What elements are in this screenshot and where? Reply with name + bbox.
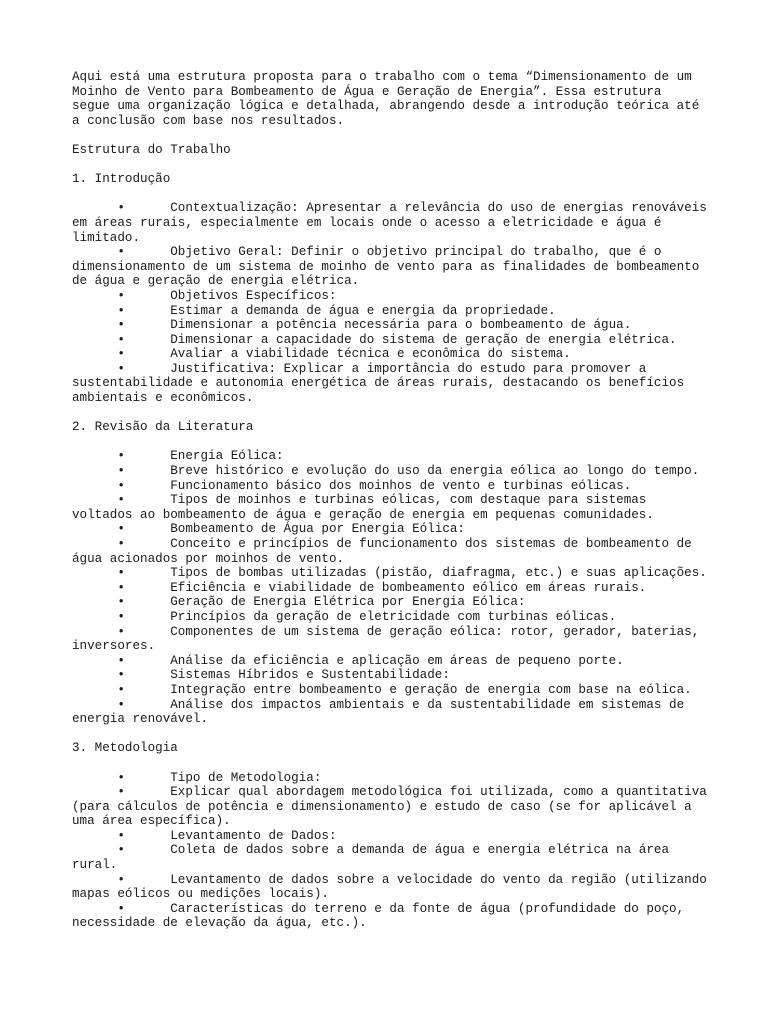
intro-line: segue uma organização lógica e detalhada, abrangendo desde a introdução teórica até <box>72 99 700 114</box>
section-line: • Eficiência e viabilidade de bombeamento eólico em áreas rurais. <box>72 580 647 595</box>
section-line: • Justificativa: Explicar a importância do estudo para promover a <box>72 361 647 376</box>
section-line: • Princípios da geração de eletricidade com turbinas eólicas. <box>72 609 617 624</box>
section-line: • Levantamento de Dados: <box>72 828 337 843</box>
section-line: • Tipo de Metodologia: <box>72 770 322 785</box>
section-line: sustentabilidade e autonomia energética de áreas rurais, destacando os benefícios <box>72 376 685 391</box>
section-line: • Avaliar a viabilidade técnica e econômica do sistema. <box>72 347 571 362</box>
section-line: • Geração de Energia Elétrica por Energia Eólica: <box>72 595 526 610</box>
intro-line: Moinho de Vento para Bombeamento de Água e Geração de Energia”. Essa estrutura <box>72 84 662 99</box>
section-line: • Objetivo Geral: Definir o objetivo principal do trabalho, que é o <box>72 245 662 260</box>
structure-title: Estrutura do Trabalho <box>72 142 231 157</box>
section-line: • Conceito e princípios de funcionamento dos sistemas de bombeamento de <box>72 537 692 551</box>
section-line: (para cálculos de potência e dimensionamento) e estudo de caso (se for aplicável a <box>72 799 692 814</box>
section-line: • Características do terreno e da fonte de água (profundidade do poço, <box>72 901 685 916</box>
section-line: • Energia Eólica: <box>72 449 284 464</box>
intro-line: a conclusão com base nos resultados. <box>72 113 345 128</box>
section-line: • Explicar qual abordagem metodológica foi utilizada, como a quantitativa <box>72 785 707 800</box>
section-line: • Contextualização: Apresentar a relevância do uso de energias renováveis <box>72 201 707 216</box>
section-line: • Breve histórico e evolução do uso da energia eólica ao longo do tempo. <box>72 464 700 479</box>
sections-container <box>72 172 708 945</box>
section-line: rural. <box>72 858 118 873</box>
section-line: mapas eólicos ou medições locais). <box>72 887 329 902</box>
section-line: ambientais e econômicos. <box>72 391 254 406</box>
section-line: uma área específica). <box>72 814 231 829</box>
section-line: limitado. <box>72 230 141 245</box>
section-line: • Sistemas Híbridos e Sustentabilidade: <box>72 668 450 683</box>
section-line: • Coleta de dados sobre a demanda de água e energia elétrica na área <box>72 843 670 858</box>
intro-line: Aqui está uma estrutura proposta para o trabalho com o tema “Dimensionamento de um <box>72 70 692 84</box>
section-line: de água e geração de energia elétrica. <box>72 274 360 289</box>
section-line: • Integração entre bombeamento e geração de energia com base na eólica. <box>72 682 692 697</box>
section-line: • Tipos de bombas utilizadas (pistão, diafragma, etc.) e suas aplicações. <box>72 566 707 581</box>
section-line: • Estimar a demanda de água e energia da propriedade. <box>72 303 556 318</box>
section-heading: 1. Introdução <box>72 172 171 187</box>
section-line: • Bombeamento de Água por Energia Eólica: <box>72 522 465 537</box>
section-line: • Tipos de moinhos e turbinas eólicas, com destaque para sistemas <box>72 493 647 508</box>
section-line: dimensionamento de um sistema de moinho de vento para as finalidades de bombeamento <box>72 259 700 274</box>
section-line: • Dimensionar a capacidade do sistema de geração de energia elétrica. <box>72 332 677 347</box>
section-line: em áreas rurais, especialmente em locais onde o acesso a eletricidade e água é <box>72 215 662 230</box>
intro-paragraph <box>72 70 708 128</box>
section-line: água acionados por moinhos de vento. <box>72 551 345 566</box>
section-line: • Análise dos impactos ambientais e da sustentabilidade em sistemas de <box>72 697 685 712</box>
section-line: • Funcionamento básico dos moinhos de vento e turbinas eólicas. <box>72 478 632 493</box>
section-line: inversores. <box>72 639 156 654</box>
section-line: necessidade de elevação da água, etc.). <box>72 916 367 931</box>
section-line: • Análise da eficiência e aplicação em áreas de pequeno porte. <box>72 653 624 668</box>
section-line: • Dimensionar a potência necessária para o bombeamento de água. <box>72 318 632 333</box>
section-line: • Componentes de um sistema de geração eólica: rotor, gerador, baterias, <box>72 624 700 639</box>
section-heading: 2. Revisão da Literatura <box>72 420 254 435</box>
section-line: • Levantamento de dados sobre a velocidade do vento da região (utilizando <box>72 872 707 887</box>
section-heading: 3. Metodologia <box>72 741 178 756</box>
section-line: energia renovável. <box>72 712 209 727</box>
section-line: • Objetivos Específicos: <box>72 288 337 303</box>
section-line: voltados ao bombeamento de água e geração de energia em pequenas comunidades. <box>72 507 654 522</box>
